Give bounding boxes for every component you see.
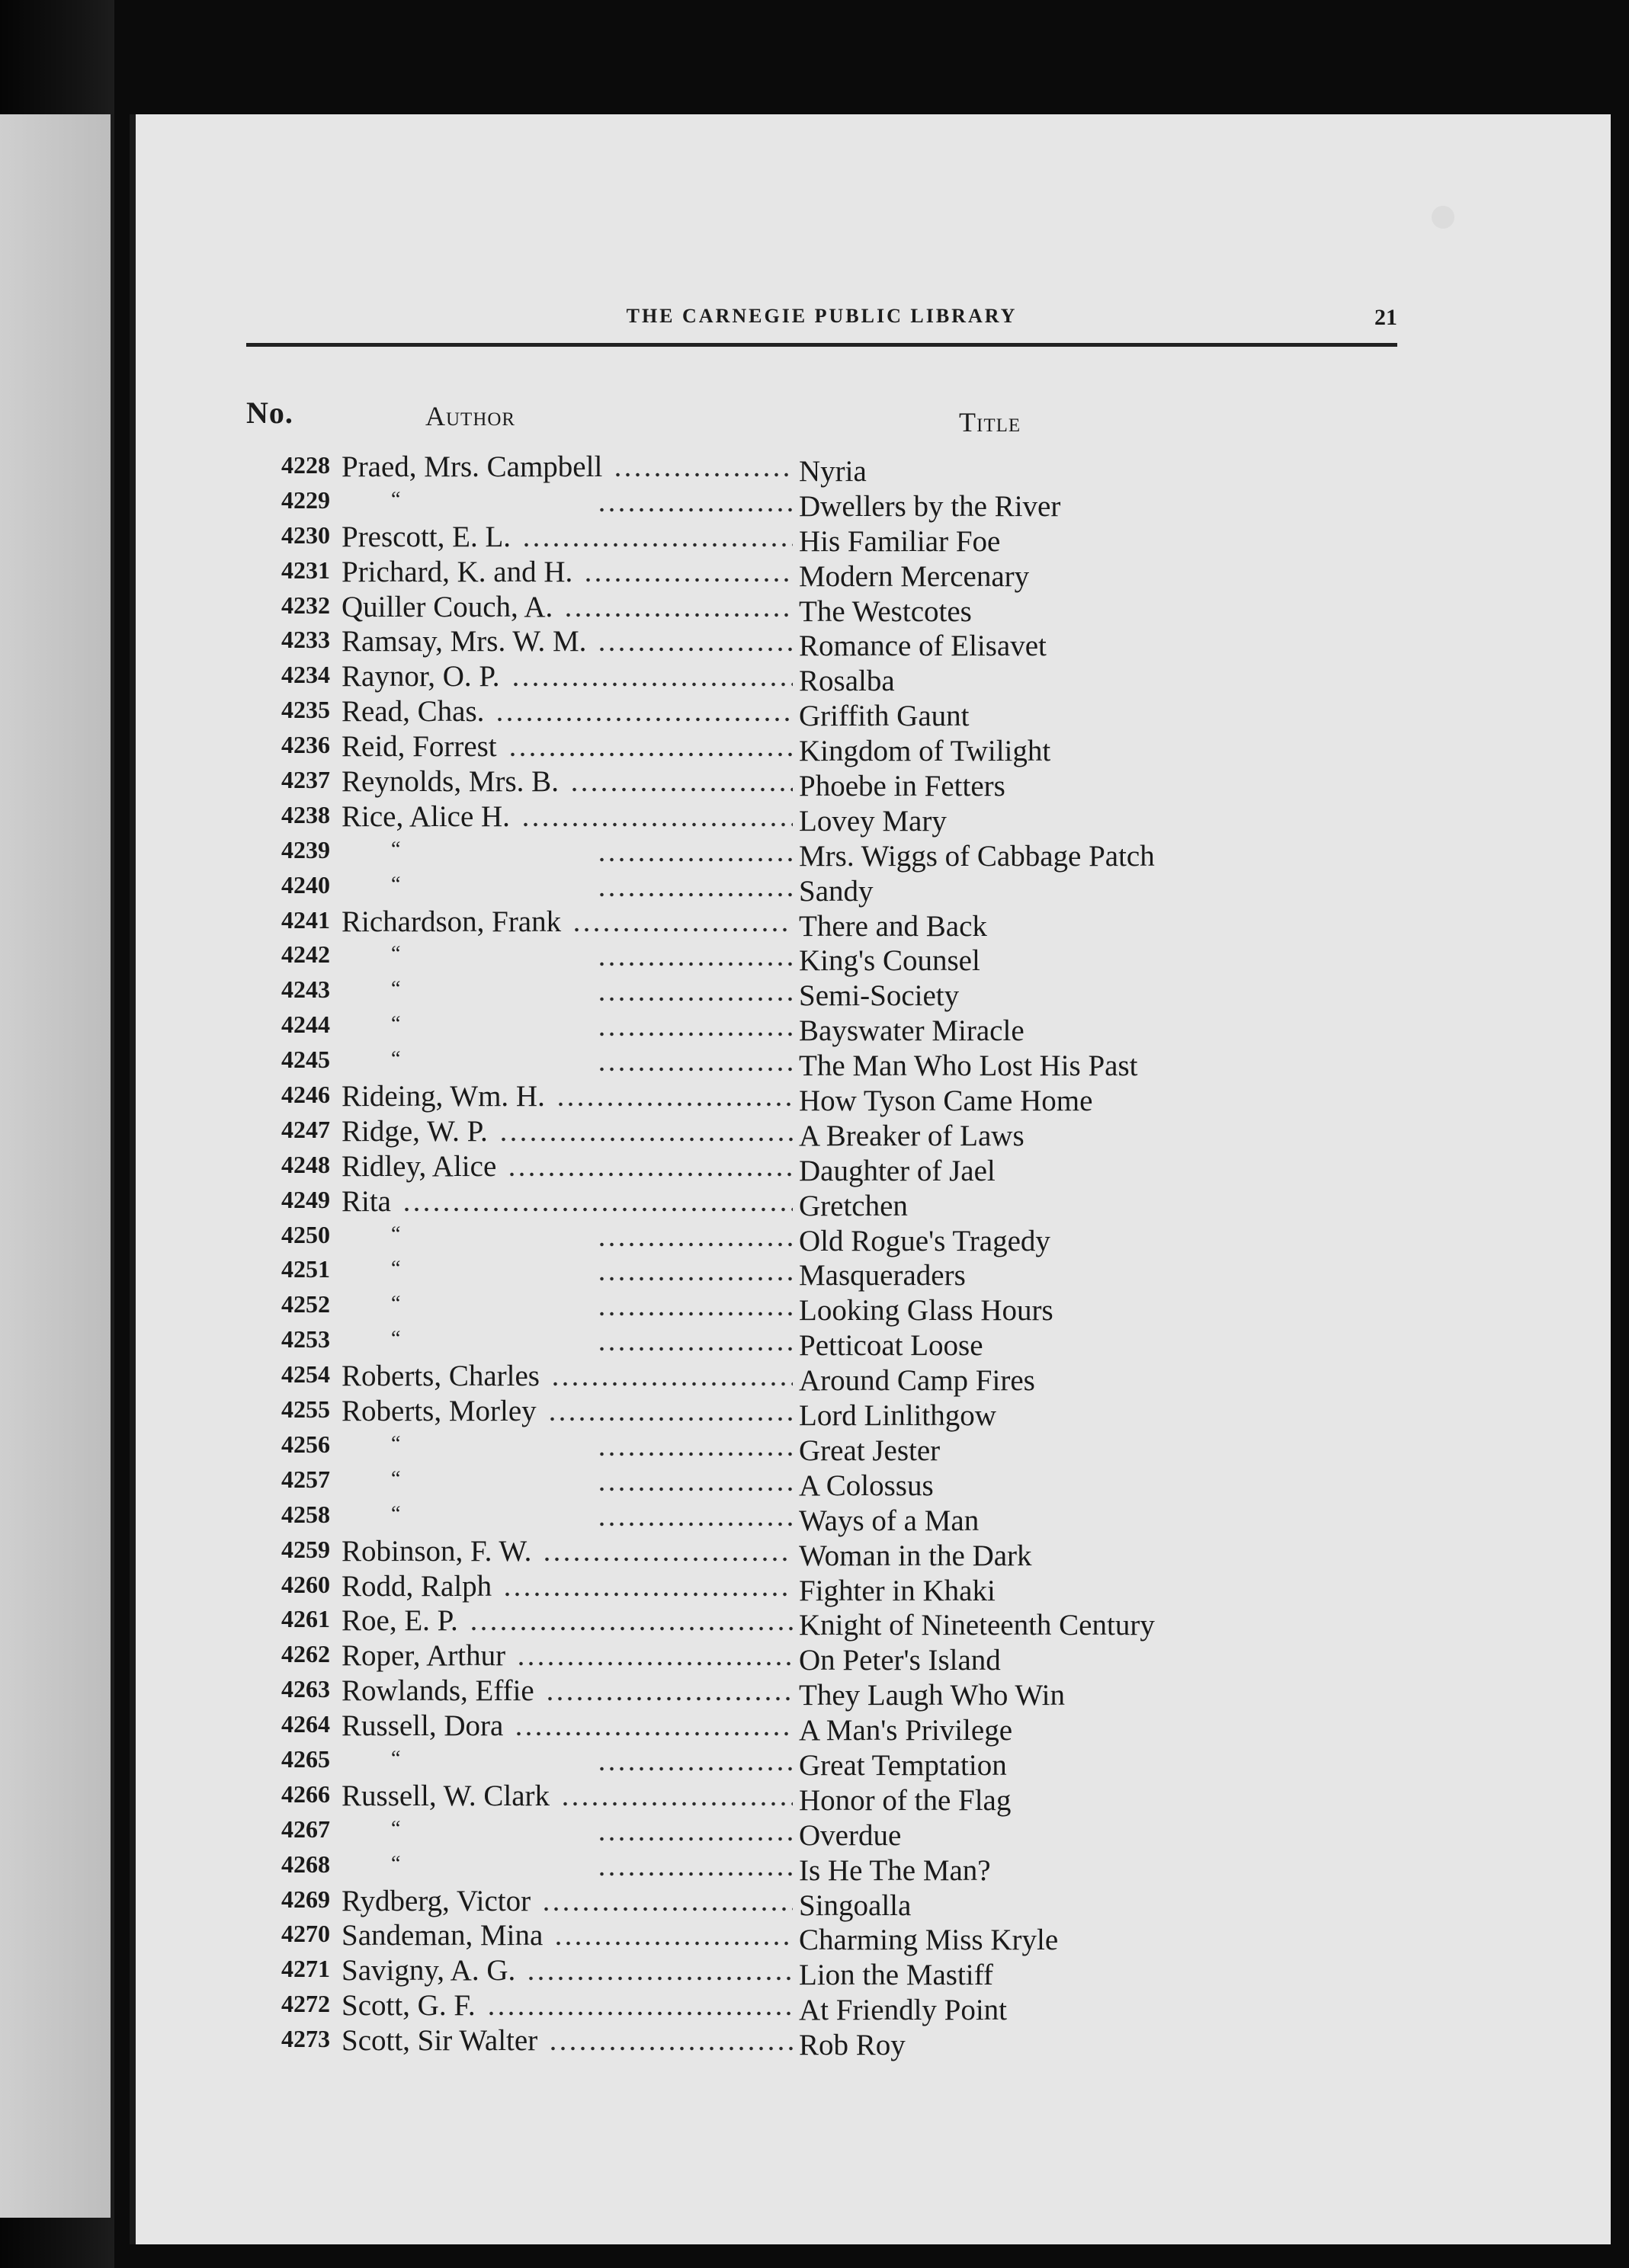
catalog-entry xyxy=(239,450,1428,488)
entry-title: Kingdom of Twilight xyxy=(799,735,1051,768)
catalog-entry xyxy=(239,1674,1428,1712)
entry-number: 4247 xyxy=(281,1115,330,1143)
entry-number: 4254 xyxy=(281,1360,330,1389)
leader-dots xyxy=(597,1837,793,1841)
leader-dots xyxy=(583,578,793,582)
column-header-author: Author xyxy=(425,401,516,431)
leader-dots xyxy=(597,1767,793,1771)
entry-title: Nyria xyxy=(799,455,867,488)
entry-author: “ xyxy=(391,837,401,861)
leader-dots xyxy=(499,1137,793,1142)
entry-author: Rowlands, Effie xyxy=(342,1674,534,1708)
header-rule xyxy=(246,343,1397,347)
entry-title: Lion the Mastiff xyxy=(799,1959,993,1992)
leader-dots xyxy=(597,857,793,862)
entry-number: 4246 xyxy=(281,1081,330,1109)
entry-title: Masqueraders xyxy=(799,1259,966,1293)
entry-author: Reid, Forrest xyxy=(342,730,497,764)
leader-dots xyxy=(597,1487,793,1491)
catalog-entry xyxy=(239,1219,1428,1257)
entry-title: A Man's Privilege xyxy=(799,1714,1013,1747)
leader-dots xyxy=(597,1242,793,1247)
catalog-entry xyxy=(239,1499,1428,1537)
entry-number: 4267 xyxy=(281,1815,330,1843)
entry-author: Raynor, O. P. xyxy=(342,660,500,694)
entry-number: 4260 xyxy=(281,1570,330,1598)
catalog-entry xyxy=(239,1289,1428,1328)
entry-number: 4263 xyxy=(281,1675,330,1703)
entry-number: 4262 xyxy=(281,1640,330,1668)
entry-number: 4265 xyxy=(281,1744,330,1773)
entry-author: “ xyxy=(391,977,401,1001)
entry-author: Rideing, Wm. H. xyxy=(342,1080,545,1113)
entry-number: 4266 xyxy=(281,1779,330,1808)
catalog-entry xyxy=(239,1639,1428,1677)
entry-title: A Colossus xyxy=(799,1469,934,1502)
catalog-entry xyxy=(239,590,1428,628)
entry-number: 4230 xyxy=(281,521,330,549)
catalog-entry xyxy=(239,974,1428,1013)
entry-author: Prescott, E. L. xyxy=(342,520,511,553)
catalog-entry xyxy=(239,1079,1428,1118)
catalog-entry xyxy=(239,1009,1428,1048)
entry-number: 4270 xyxy=(281,1920,330,1948)
entry-title: Rob Roy xyxy=(799,2029,906,2062)
entry-author: Quiller Couch, A. xyxy=(342,590,553,623)
entry-title: There and Back xyxy=(799,909,987,943)
entry-author: Read, Chas. xyxy=(342,695,485,729)
leader-dots xyxy=(563,613,793,617)
entry-author: Rita xyxy=(342,1184,391,1218)
entry-number: 4272 xyxy=(281,1990,330,2018)
entry-number: 4264 xyxy=(281,1710,330,1738)
catalog-entry xyxy=(239,939,1428,978)
entry-number: 4245 xyxy=(281,1046,330,1074)
entry-author: “ xyxy=(391,1327,401,1351)
entry-title: Mrs. Wiggs of Cabbage Patch xyxy=(799,839,1155,873)
catalog-entry xyxy=(239,1849,1428,1887)
entry-number: 4236 xyxy=(281,731,330,759)
entry-title: Rosalba xyxy=(799,665,895,698)
leader-dots xyxy=(486,2011,793,2016)
catalog-entry xyxy=(239,1918,1428,1957)
entry-author: Ridge, W. P. xyxy=(342,1114,488,1148)
entry-number: 4268 xyxy=(281,1850,330,1878)
entry-author: Savigny, A. G. xyxy=(342,1954,516,1988)
entry-author: Ramsay, Mrs. W. M. xyxy=(342,625,587,658)
leader-dots xyxy=(526,1976,793,1981)
leader-dots xyxy=(597,1312,793,1316)
entry-author: “ xyxy=(391,1746,401,1770)
catalog-entry xyxy=(239,870,1428,908)
entry-title: How Tyson Came Home xyxy=(799,1084,1093,1118)
entry-title: Griffith Gaunt xyxy=(799,700,970,733)
entry-title: Sandy xyxy=(799,874,874,908)
entry-title: Woman in the Dark xyxy=(799,1539,1032,1572)
catalog-entry xyxy=(239,1324,1428,1363)
entry-author: Scott, Sir Walter xyxy=(342,2024,538,2058)
entry-title: Great Temptation xyxy=(799,1748,1007,1782)
catalog-entry xyxy=(239,2023,1428,2062)
entry-author: “ xyxy=(391,487,401,511)
entry-number: 4237 xyxy=(281,766,330,794)
entry-title: Semi-Society xyxy=(799,979,960,1013)
entry-number: 4258 xyxy=(281,1500,330,1528)
leader-dots xyxy=(569,787,793,792)
entry-number: 4250 xyxy=(281,1220,330,1248)
entry-number: 4253 xyxy=(281,1325,330,1353)
catalog-entry xyxy=(239,1814,1428,1852)
leader-dots xyxy=(597,962,793,966)
entry-number: 4243 xyxy=(281,975,330,1004)
catalog-entry xyxy=(239,1114,1428,1152)
entry-author: Roberts, Morley xyxy=(342,1395,537,1428)
entry-author: Reynolds, Mrs. B. xyxy=(342,765,559,799)
entry-author: “ xyxy=(391,1222,401,1246)
entry-author: “ xyxy=(391,1292,401,1316)
entry-author: Richardson, Frank xyxy=(342,905,562,938)
entry-title: Lovey Mary xyxy=(799,804,947,838)
entry-title: King's Counsel xyxy=(799,944,980,978)
catalog-entry xyxy=(239,1779,1428,1817)
catalog-entry xyxy=(239,799,1428,838)
entry-title: A Breaker of Laws xyxy=(799,1119,1025,1152)
catalog-entry xyxy=(239,834,1428,873)
leader-dots xyxy=(597,1347,793,1351)
entry-title: They Laugh Who Win xyxy=(799,1679,1066,1712)
entry-author: Roper, Arthur xyxy=(342,1639,506,1673)
entry-number: 4244 xyxy=(281,1011,330,1039)
entry-number: 4252 xyxy=(281,1290,330,1318)
leader-dots xyxy=(469,1626,793,1631)
leader-dots xyxy=(556,1102,793,1107)
entry-title: Daughter of Jael xyxy=(799,1154,996,1187)
entry-author: Roe, E. P. xyxy=(342,1604,458,1638)
entry-title: Phoebe in Fetters xyxy=(799,770,1005,803)
running-head: THE CARNEGIE PUBLIC LIBRARY xyxy=(626,305,1018,327)
entry-author: Roberts, Charles xyxy=(342,1360,540,1393)
catalog-entry xyxy=(239,1394,1428,1433)
entry-author: “ xyxy=(391,1257,401,1281)
entry-author: Rice, Alice H. xyxy=(342,799,510,833)
leader-dots xyxy=(597,1277,793,1281)
entry-author: Sandeman, Mina xyxy=(342,1919,544,1952)
entry-number: 4251 xyxy=(281,1255,330,1283)
catalog-entry xyxy=(239,694,1428,733)
leader-dots xyxy=(597,1872,793,1876)
leader-dots xyxy=(508,752,793,757)
column-header-no: No. xyxy=(246,396,293,430)
catalog-entry xyxy=(239,1744,1428,1782)
entry-number: 4233 xyxy=(281,626,330,654)
column-header-title: Title xyxy=(959,407,1021,437)
entry-number: 4248 xyxy=(281,1150,330,1178)
entry-author: Russell, Dora xyxy=(342,1709,504,1743)
entry-number: 4231 xyxy=(281,556,330,584)
entry-author: “ xyxy=(391,872,401,896)
entry-title: The Westcotes xyxy=(799,594,972,628)
entry-author: Rodd, Ralph xyxy=(342,1569,492,1603)
entry-author: “ xyxy=(391,942,401,966)
entry-number: 4228 xyxy=(281,451,330,479)
entry-number: 4242 xyxy=(281,940,330,969)
catalog-entry xyxy=(239,1464,1428,1502)
catalog-entry xyxy=(239,1359,1428,1398)
entry-title: Romance of Elisavet xyxy=(799,629,1047,663)
leader-dots xyxy=(560,1802,793,1806)
catalog-entry xyxy=(239,1044,1428,1083)
entry-author: Russell, W. Clark xyxy=(342,1779,550,1812)
entry-number: 4235 xyxy=(281,696,330,724)
catalog-entry xyxy=(239,1953,1428,1992)
page-number: 21 xyxy=(1374,305,1397,330)
leader-dots xyxy=(541,1907,793,1911)
catalog-entry xyxy=(239,624,1428,663)
leader-dots xyxy=(495,717,793,722)
entry-title: Gretchen xyxy=(799,1189,908,1222)
entry-title: At Friendly Point xyxy=(799,1994,1008,2027)
paper-tear xyxy=(806,175,834,209)
leader-dots xyxy=(597,1522,793,1526)
catalog-entry xyxy=(239,1184,1428,1222)
leader-dots xyxy=(521,822,793,827)
entry-author: “ xyxy=(391,1816,401,1840)
entry-number: 4261 xyxy=(281,1605,330,1633)
entry-title: Great Jester xyxy=(799,1434,941,1467)
leader-dots xyxy=(521,543,793,547)
entry-title: On Peter's Island xyxy=(799,1644,1001,1677)
entry-title: The Man Who Lost His Past xyxy=(799,1049,1138,1083)
entry-number: 4238 xyxy=(281,800,330,828)
catalog-entry xyxy=(239,1429,1428,1467)
entry-author: “ xyxy=(391,1466,401,1491)
entry-number: 4259 xyxy=(281,1535,330,1563)
entry-number: 4269 xyxy=(281,1885,330,1913)
catalog-entry xyxy=(239,764,1428,803)
catalog-entry xyxy=(239,1254,1428,1293)
entry-author: Ridley, Alice xyxy=(342,1149,497,1183)
entry-number: 4240 xyxy=(281,870,330,899)
catalog-entry xyxy=(239,1149,1428,1187)
entry-title: Bayswater Miracle xyxy=(799,1014,1025,1048)
entry-title: Dwellers by the River xyxy=(799,489,1061,523)
leader-dots xyxy=(597,997,793,1001)
entry-author: Scott, G. F. xyxy=(342,1989,476,2023)
leader-dots xyxy=(597,1067,793,1072)
entry-title: Petticoat Loose xyxy=(799,1329,983,1363)
previous-page-edge xyxy=(0,114,111,2218)
leader-dots xyxy=(511,682,793,687)
catalog-entry xyxy=(239,659,1428,698)
entry-number: 4239 xyxy=(281,835,330,863)
leader-dots xyxy=(547,1417,793,1421)
entry-title: Is He The Man? xyxy=(799,1853,991,1887)
entry-number: 4273 xyxy=(281,2025,330,2053)
entry-number: 4232 xyxy=(281,591,330,619)
entry-author: “ xyxy=(391,1851,401,1876)
entry-title: Fighter in Khaki xyxy=(799,1574,996,1607)
leader-dots xyxy=(545,1696,793,1701)
entry-title: Ways of a Man xyxy=(799,1504,980,1537)
leader-dots xyxy=(507,1172,793,1177)
leader-dots xyxy=(597,892,793,897)
catalog-entry xyxy=(239,485,1428,523)
catalog-entry xyxy=(239,555,1428,593)
catalog-list xyxy=(239,450,1428,2062)
entry-title: Modern Mercenary xyxy=(799,559,1030,593)
leader-dots xyxy=(514,1731,793,1736)
entry-title: Old Rogue's Tragedy xyxy=(799,1224,1050,1257)
entry-number: 4255 xyxy=(281,1395,330,1424)
leader-dots xyxy=(502,1592,793,1597)
catalog-entry xyxy=(239,1709,1428,1747)
entry-author: “ xyxy=(391,1501,401,1526)
entry-author: Praed, Mrs. Campbell xyxy=(342,450,603,483)
entry-title: Charming Miss Kryle xyxy=(799,1924,1059,1957)
entry-title: His Familiar Foe xyxy=(799,524,1001,558)
entry-title: Singoalla xyxy=(799,1888,912,1922)
entry-title: Knight of Nineteenth Century xyxy=(799,1609,1155,1642)
leader-dots xyxy=(597,1032,793,1036)
leader-dots xyxy=(553,1941,793,1946)
paper-tear xyxy=(1432,206,1454,229)
entry-title: Honor of the Flag xyxy=(799,1783,1012,1817)
entry-author: Rydberg, Victor xyxy=(342,1884,531,1917)
catalog-entry xyxy=(239,729,1428,768)
entry-author: Robinson, F. W. xyxy=(342,1534,532,1568)
entry-title: Lord Linlithgow xyxy=(799,1399,996,1433)
entry-author: Prichard, K. and H. xyxy=(342,555,573,588)
catalog-page xyxy=(130,114,1611,2244)
catalog-entry xyxy=(239,1534,1428,1572)
catalog-entry xyxy=(239,1569,1428,1607)
entry-author: “ xyxy=(391,1012,401,1036)
entry-number: 4241 xyxy=(281,905,330,934)
leader-dots xyxy=(516,1661,793,1666)
leader-dots xyxy=(597,508,793,512)
leader-dots xyxy=(542,1557,793,1562)
leader-dots xyxy=(613,472,793,477)
entry-author: “ xyxy=(391,1431,401,1456)
catalog-entry xyxy=(239,1603,1428,1642)
leader-dots xyxy=(402,1207,793,1212)
entry-number: 4257 xyxy=(281,1465,330,1493)
entry-number: 4256 xyxy=(281,1430,330,1458)
entry-title: Overdue xyxy=(799,1818,902,1852)
entry-number: 4234 xyxy=(281,661,330,689)
leader-dots xyxy=(550,1382,793,1386)
entry-title: Around Camp Fires xyxy=(799,1364,1035,1398)
leader-dots xyxy=(572,927,793,932)
leader-dots xyxy=(597,1452,793,1456)
catalog-entry xyxy=(239,520,1428,558)
entry-number: 4271 xyxy=(281,1955,330,1983)
entry-number: 4249 xyxy=(281,1185,330,1213)
entry-title: Looking Glass Hours xyxy=(799,1294,1053,1328)
entry-number: 4229 xyxy=(281,485,330,514)
leader-dots xyxy=(548,2046,793,2051)
leader-dots xyxy=(597,647,793,652)
entry-author: “ xyxy=(391,1047,401,1072)
catalog-entry xyxy=(239,905,1428,943)
catalog-entry xyxy=(239,1884,1428,1922)
catalog-entry xyxy=(239,1988,1428,2027)
